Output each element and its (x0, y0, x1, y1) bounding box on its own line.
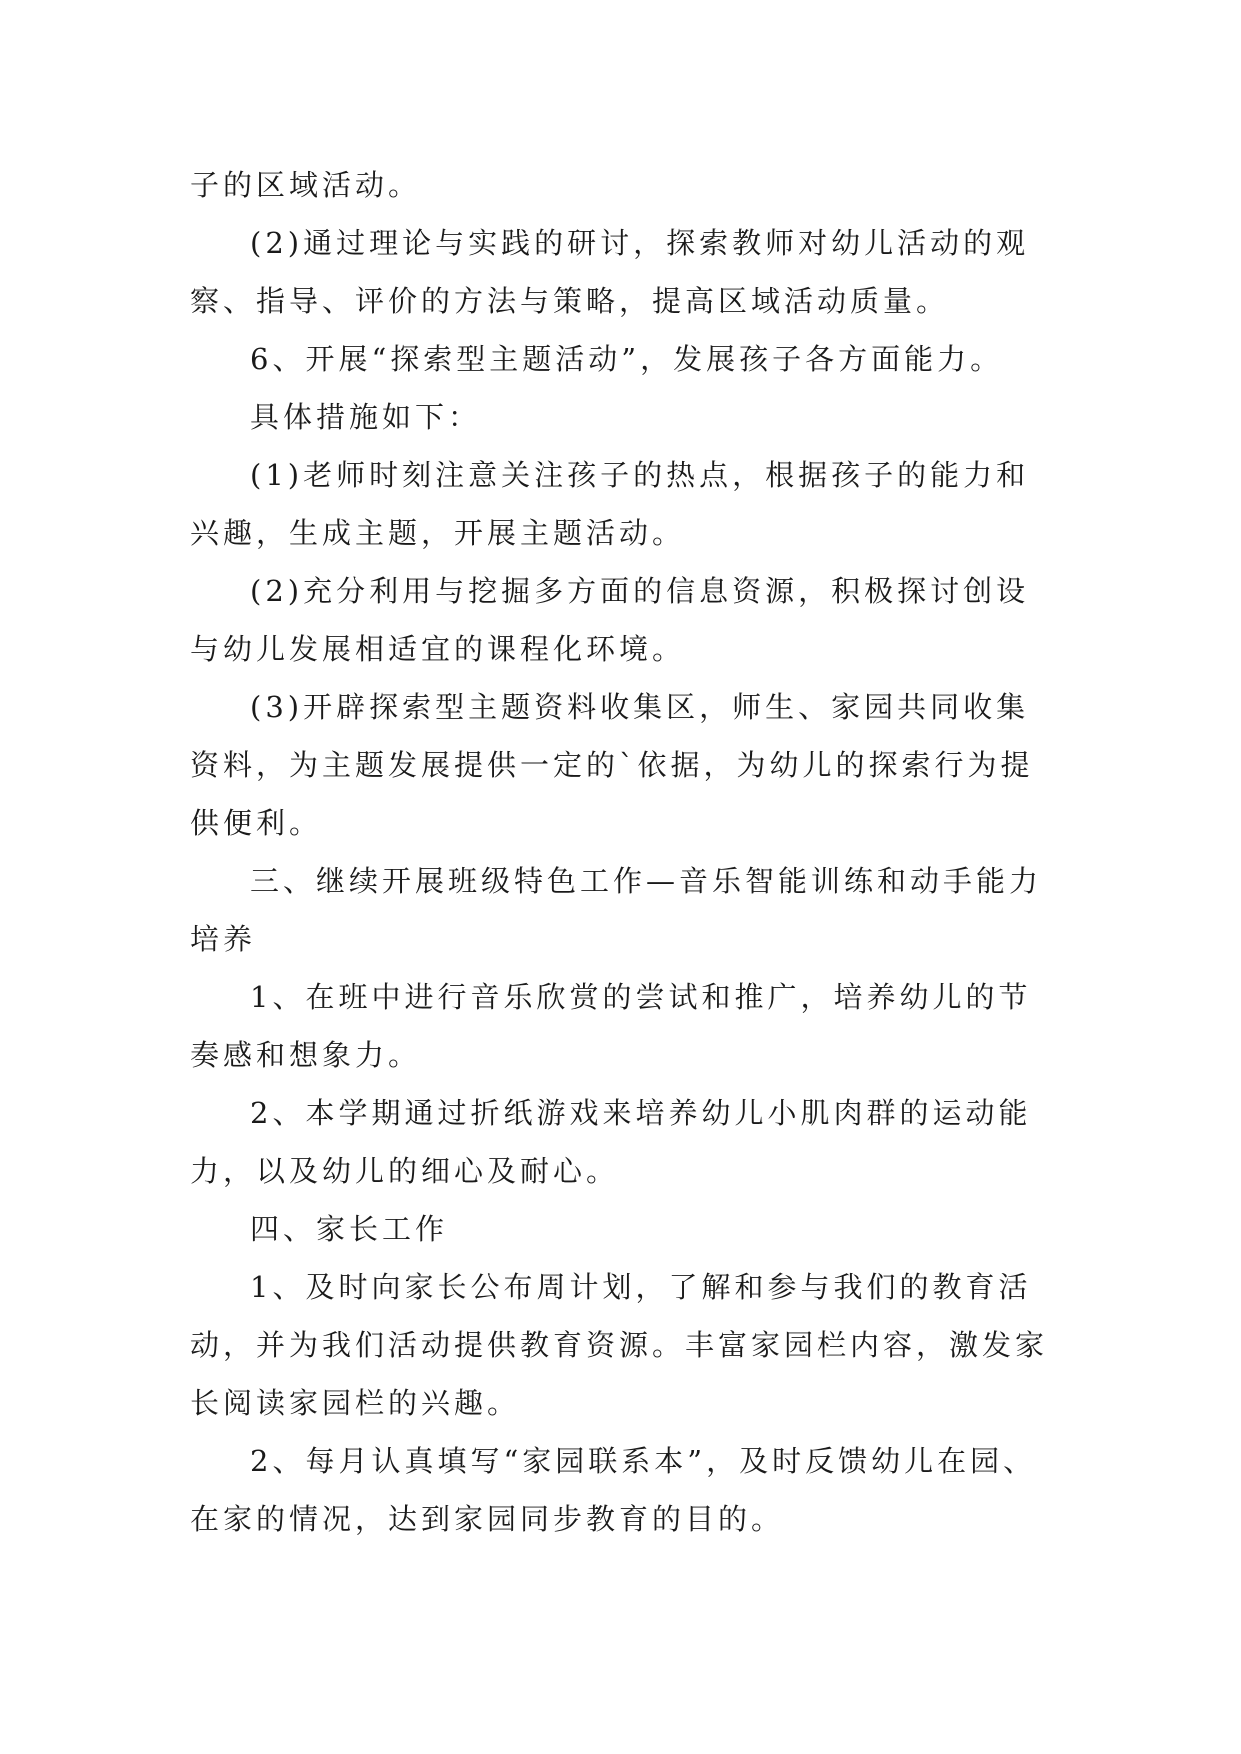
paragraph: (3)开辟探索型主题资料收集区，师生、家园共同收集资料，为主题发展提供一定的`依据，为幼儿的探索行为提供便利。 (190, 690, 1034, 840)
paragraph: (2)充分利用与挖掘多方面的信息资源，积极探讨创设与幼儿发展相适宜的课程化环境。 (190, 574, 1030, 666)
paragraph: 1、在班中进行音乐欣赏的尝试和推广，培养幼儿的节奏感和想象力。 (190, 980, 1032, 1072)
paragraph: 6、开展“探索型主题活动”，发展孩子各方面能力。 (250, 342, 1004, 376)
paragraph: 1、及时向家长公布周计划，了解和参与我们的教育活动，并为我们活动提供教育资源。丰富家园栏内容，激发家长阅读家园栏的兴趣。 (190, 1270, 1049, 1420)
paragraph: 2、每月认真填写“家园联系本”，及时反馈幼儿在园、在家的情况，达到家园同步教育的目的。 (190, 1444, 1037, 1536)
section-heading: 三、继续开展班级特色工作—音乐智能训练和动手能力培养 (190, 864, 1043, 956)
paragraph: 具体措施如下： (250, 400, 482, 434)
paragraph: (2)通过理论与实践的研讨，探索教师对幼儿活动的观察、指导、评价的方法与策略，提高区域活动质量。 (190, 226, 1030, 318)
paragraph: (1)老师时刻注意关注孩子的热点，根据孩子的能力和兴趣，生成主题，开展主题活动。 (190, 458, 1030, 550)
paragraph-continuation: 子的区域活动。 (190, 168, 422, 202)
document-body (190, 156, 1058, 1548)
paragraph: 2、本学期通过折纸游戏来培养幼儿小肌肉群的运动能力，以及幼儿的细心及耐心。 (190, 1096, 1032, 1188)
section-heading: 四、家长工作 (250, 1212, 449, 1246)
